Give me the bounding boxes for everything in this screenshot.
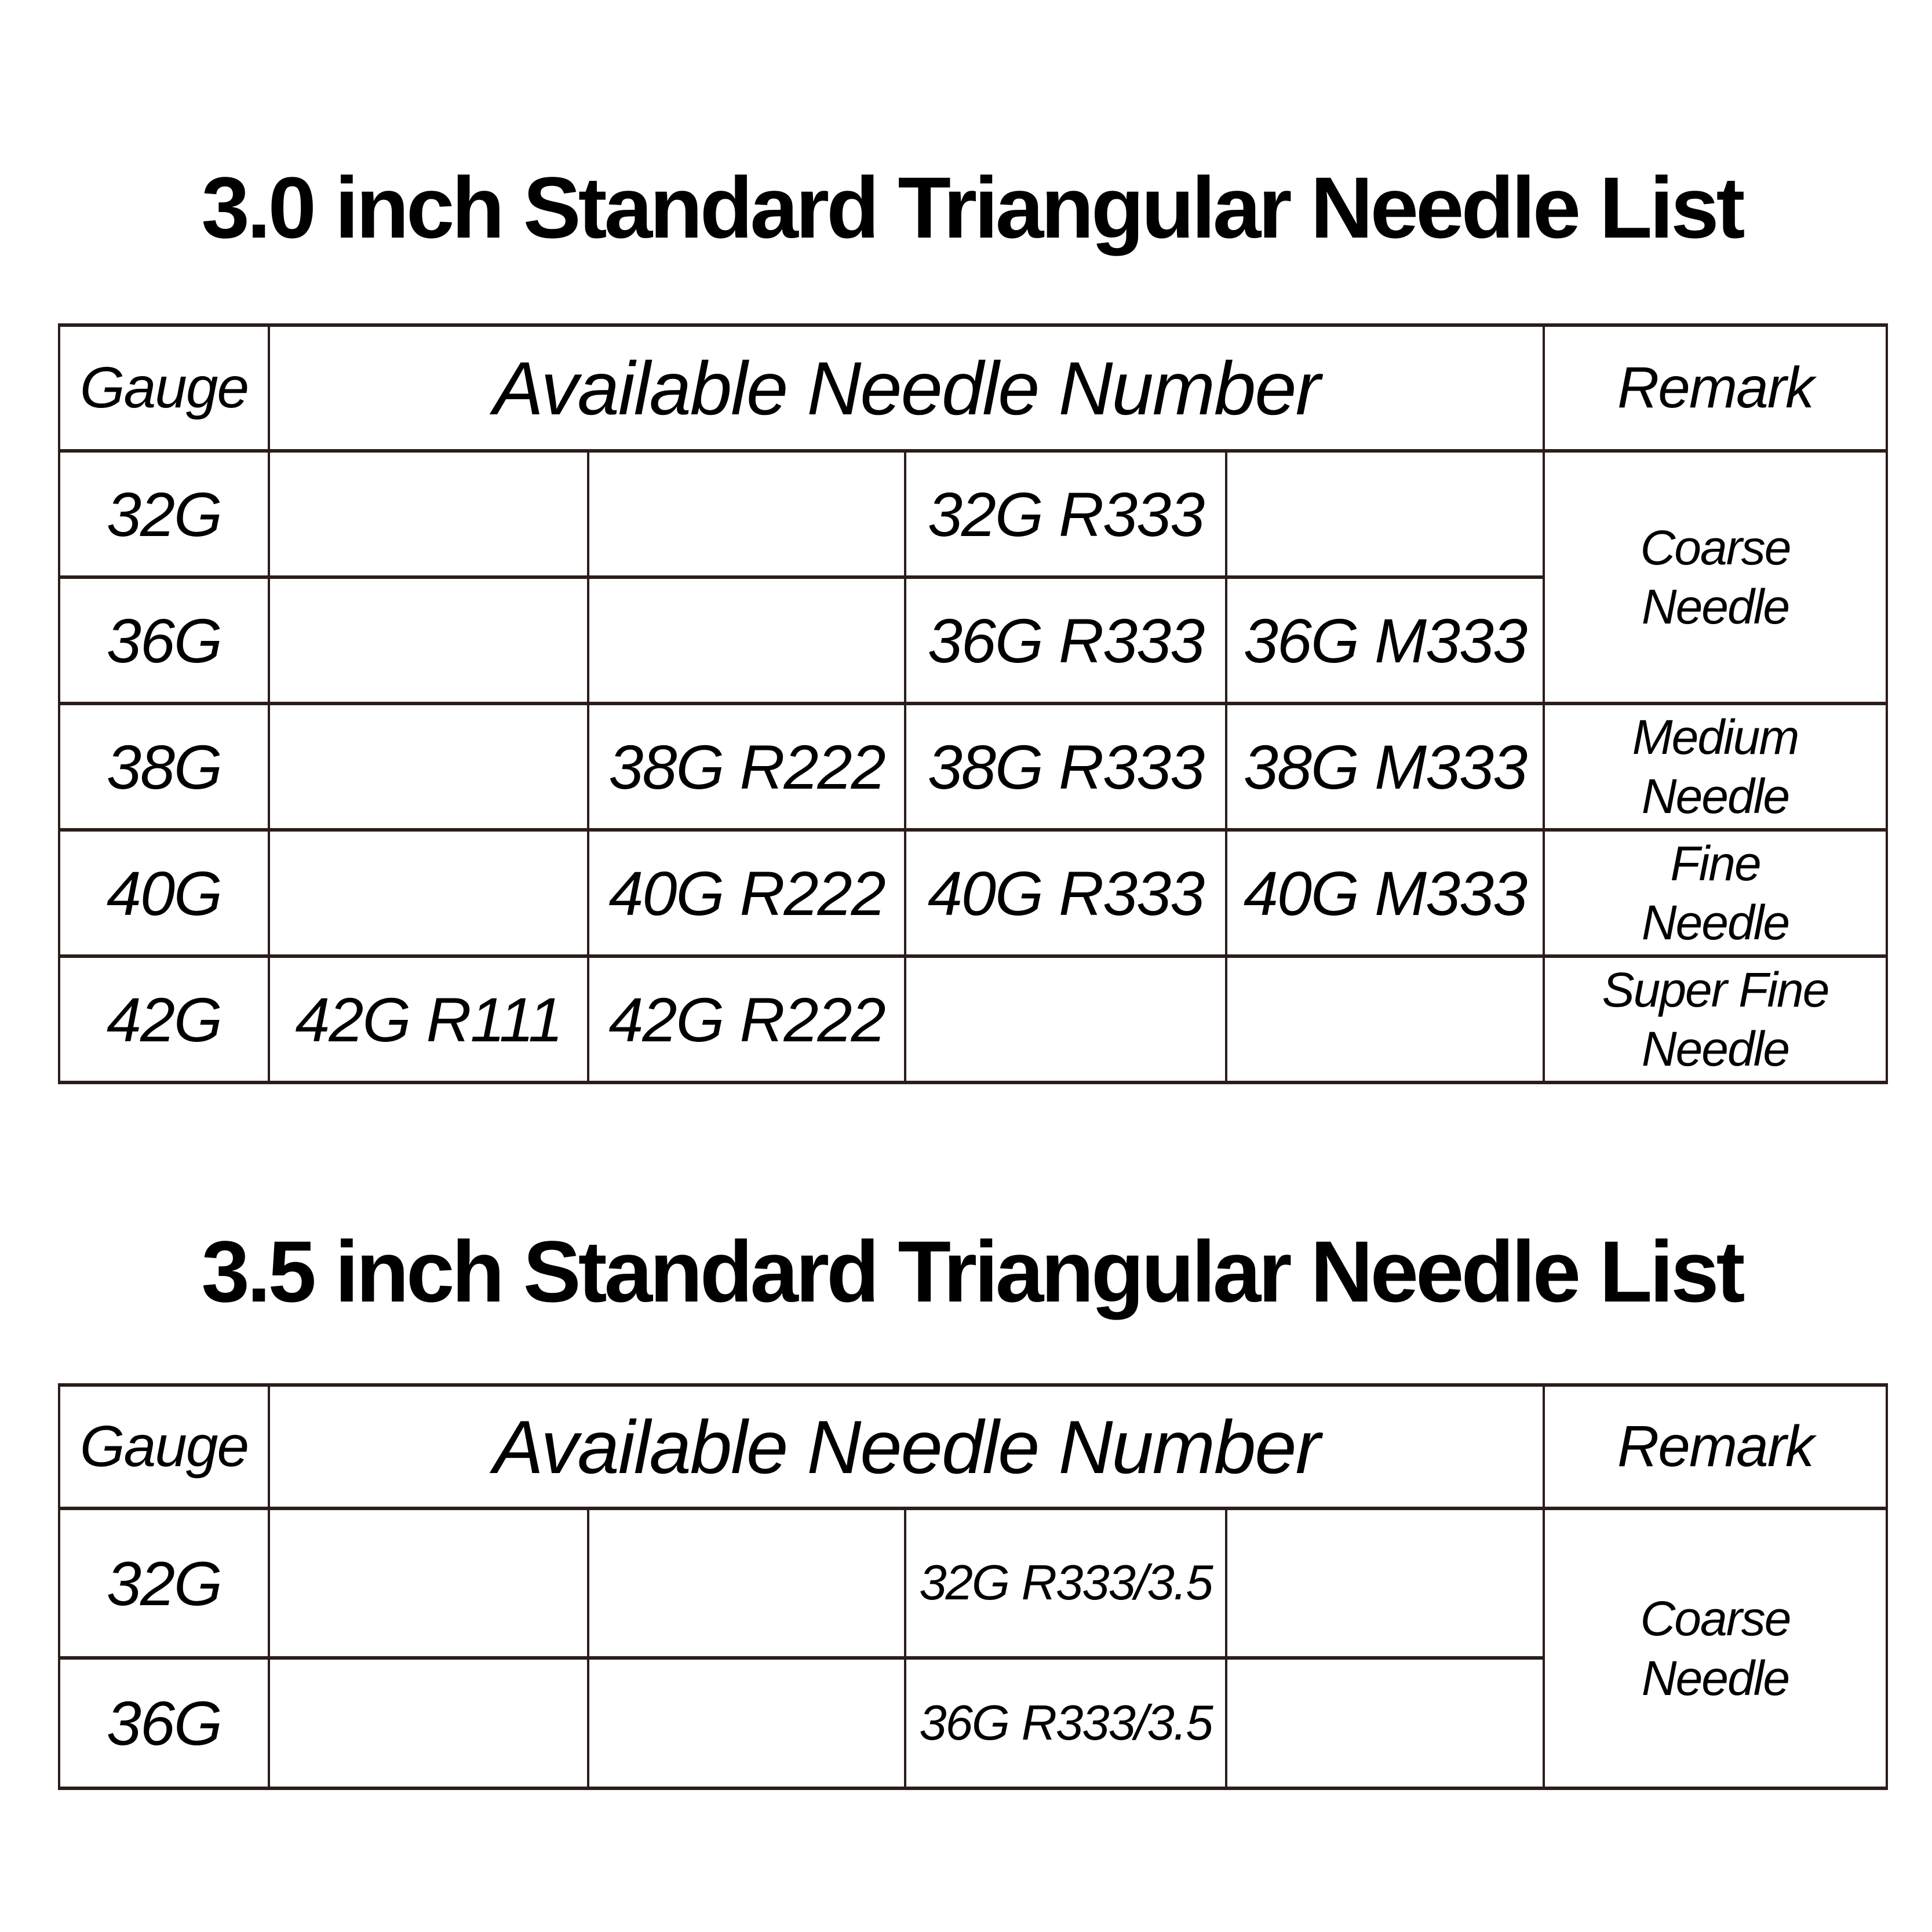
remark-line: Needle [1641, 579, 1789, 634]
table-row [59, 830, 1887, 956]
table-row [59, 451, 1887, 577]
needle-cell [269, 830, 588, 956]
needle-cell [269, 451, 588, 577]
needle-cell: 40G R333 [905, 830, 1226, 956]
needle-cell: 42G R222 [588, 956, 905, 1082]
needle-cell [269, 703, 588, 830]
remark-line: Fine [1670, 836, 1760, 891]
needle-cell [269, 577, 588, 703]
needle-cell [905, 956, 1226, 1082]
remark-cell [1544, 1508, 1887, 1788]
header-remark: Remark [1544, 1385, 1887, 1508]
remark-cell [1544, 956, 1887, 1082]
gauge-cell: 32G [59, 1508, 269, 1658]
gauge-cell: 36G [59, 577, 269, 703]
needle-cell [1226, 1508, 1544, 1658]
header-available-needle-number: Available Needle Number [269, 325, 1544, 451]
remark-line: Coarse [1640, 520, 1791, 575]
table-row [59, 325, 1887, 451]
needle-table-3-0-inch [58, 323, 1888, 1084]
table-row [59, 1385, 1887, 1508]
needle-cell [588, 1508, 905, 1658]
remark-cell [1544, 830, 1887, 956]
needle-cell: 42G R111 [269, 956, 588, 1082]
table-row [59, 1508, 1887, 1658]
needle-cell: 40G M333 [1226, 830, 1544, 956]
gauge-cell: 32G [59, 451, 269, 577]
needle-cell: 32G R333/3.5 [905, 1508, 1226, 1658]
needle-cell: 36G R333/3.5 [905, 1658, 1226, 1788]
needle-cell: 38G R222 [588, 703, 905, 830]
header-gauge: Gauge [59, 1385, 269, 1508]
needle-cell [588, 577, 905, 703]
remark-line: Needle [1641, 1022, 1789, 1076]
needle-cell: 36G R333 [905, 577, 1226, 703]
gauge-cell: 42G [59, 956, 269, 1082]
table-3-5-title: 3.5 inch Standard Triangular Needle List [201, 1223, 1743, 1320]
header-gauge: Gauge [59, 325, 269, 451]
table-row [59, 703, 1887, 830]
remark-line: Needle [1641, 895, 1789, 950]
gauge-cell: 40G [59, 830, 269, 956]
remark-line: Medium [1632, 709, 1799, 764]
needle-cell: 36G M333 [1226, 577, 1544, 703]
needle-cell: 38G R333 [905, 703, 1226, 830]
table-3-0-title: 3.0 inch Standard Triangular Needle List [201, 159, 1743, 256]
remark-line: Coarse [1640, 1591, 1791, 1646]
gauge-cell: 38G [59, 703, 269, 830]
needle-cell: 32G R333 [905, 451, 1226, 577]
remark-cell [1544, 451, 1887, 703]
needle-cell [588, 451, 905, 577]
needle-cell [1226, 956, 1544, 1082]
remark-line: Needle [1641, 769, 1789, 823]
remark-cell [1544, 703, 1887, 830]
needle-cell [269, 1658, 588, 1788]
remark-line: Needle [1641, 1650, 1789, 1705]
needle-cell [1226, 1658, 1544, 1788]
needle-cell [588, 1658, 905, 1788]
needle-cell: 40G R222 [588, 830, 905, 956]
needle-cell [269, 1508, 588, 1658]
remark-line: Super Fine [1602, 962, 1829, 1017]
needle-table-3-5-inch [58, 1383, 1888, 1790]
header-available-needle-number: Available Needle Number [269, 1385, 1544, 1508]
gauge-cell: 36G [59, 1658, 269, 1788]
header-remark: Remark [1544, 325, 1887, 451]
needle-cell: 38G M333 [1226, 703, 1544, 830]
needle-cell [1226, 451, 1544, 577]
table-row [59, 956, 1887, 1082]
